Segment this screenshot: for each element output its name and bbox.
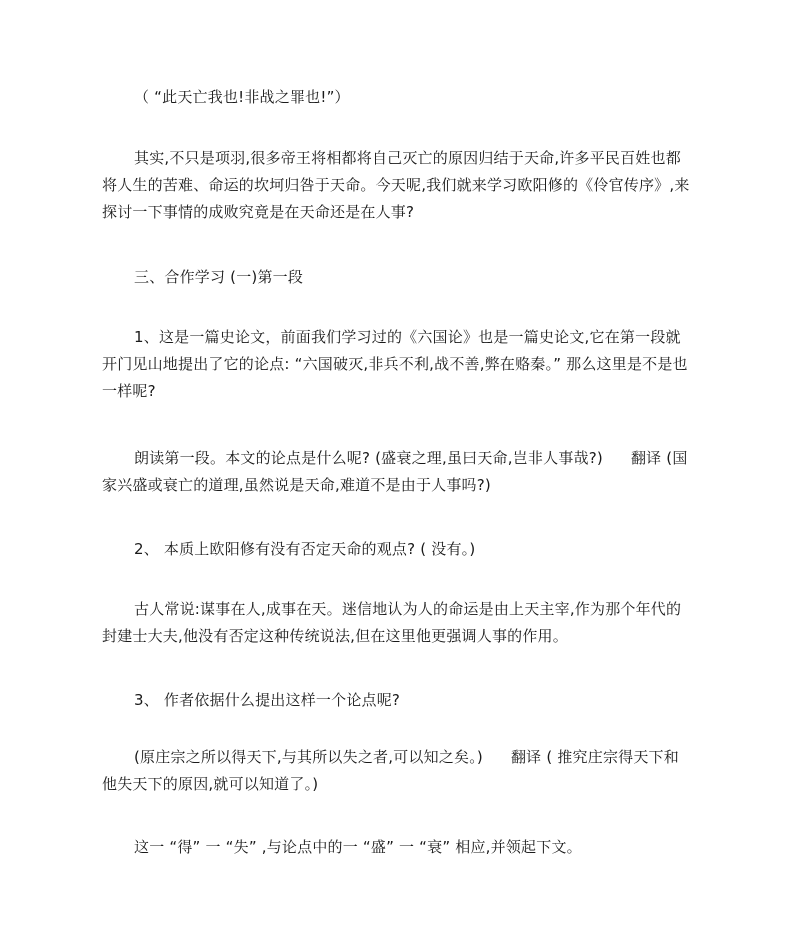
explanation-text: 古人常说:谋事在人,成事在天。迷信地认为人的命运是由上天主宰,作为那个年代的封建士大夫,他没有否定这种传统说法,但在这里他更强调人事的作用。 [102, 600, 682, 645]
explanation-paragraph [102, 596, 694, 650]
quote-text: （ “此天亡我也!非战之罪也!”） [134, 88, 350, 106]
reading-paragraph [102, 445, 694, 499]
question-1-paragraph [102, 324, 694, 405]
section-heading [134, 264, 726, 291]
section-heading-text: 三、合作学习 (一)第一段 [134, 268, 304, 286]
question-3-paragraph [134, 687, 726, 714]
intro-paragraph [102, 145, 694, 226]
basis-paragraph [102, 744, 694, 798]
basis-translation-text: 翻译 ( 推究庄宗得天下和他失天下的原因,就可以知道了。) [102, 748, 679, 793]
thesis-translation-text: 翻译 (国家兴盛或衰亡的道理,虽然说是天命,难道不是由于人事吗?) [102, 449, 688, 494]
question-1-text: 1、这是一篇史论文，前面我们学习过的《六国论》也是一篇史论文,它在第一段就开门见山地提出了它的论点: “六国破灭,非兵不利,战不善,弊在赂秦。” 那么这里是不是也一样呢? [102, 328, 688, 400]
intro-text: 其实,不只是项羽,很多帝王将相都将自己灭亡的原因归结于天命,许多平民百姓也都将人生的苦难、命运的坎坷归咎于天命。今天呢,我们就来学习欧阳修的《伶官传序》,来探讨一下事情的成败究竟是在天命还是在人事? [102, 149, 690, 221]
thesis-text: 朗读第一段。本文的论点是什么呢? (盛衰之理,虽曰天命,岂非人事哉?) [134, 449, 603, 467]
basis-quote-text: (原庄宗之所以得天下,与其所以失之者,可以知之矣。) [134, 748, 483, 766]
question-2-paragraph [134, 536, 726, 563]
question-3-text: 3、 作者依据什么提出这样一个论点呢? [134, 691, 401, 709]
basis-text [102, 744, 694, 798]
question-2-text: 2、 本质上欧阳修有没有否定天命的观点? ( 没有。) [134, 540, 476, 558]
conclusion-paragraph [134, 834, 726, 861]
reading-text [102, 445, 694, 499]
conclusion-text: 这一 “得” 一 “失” ,与论点中的一 “盛” 一 “衰” 相应,并领起下文。 [134, 838, 582, 856]
quote-paragraph [134, 84, 726, 111]
